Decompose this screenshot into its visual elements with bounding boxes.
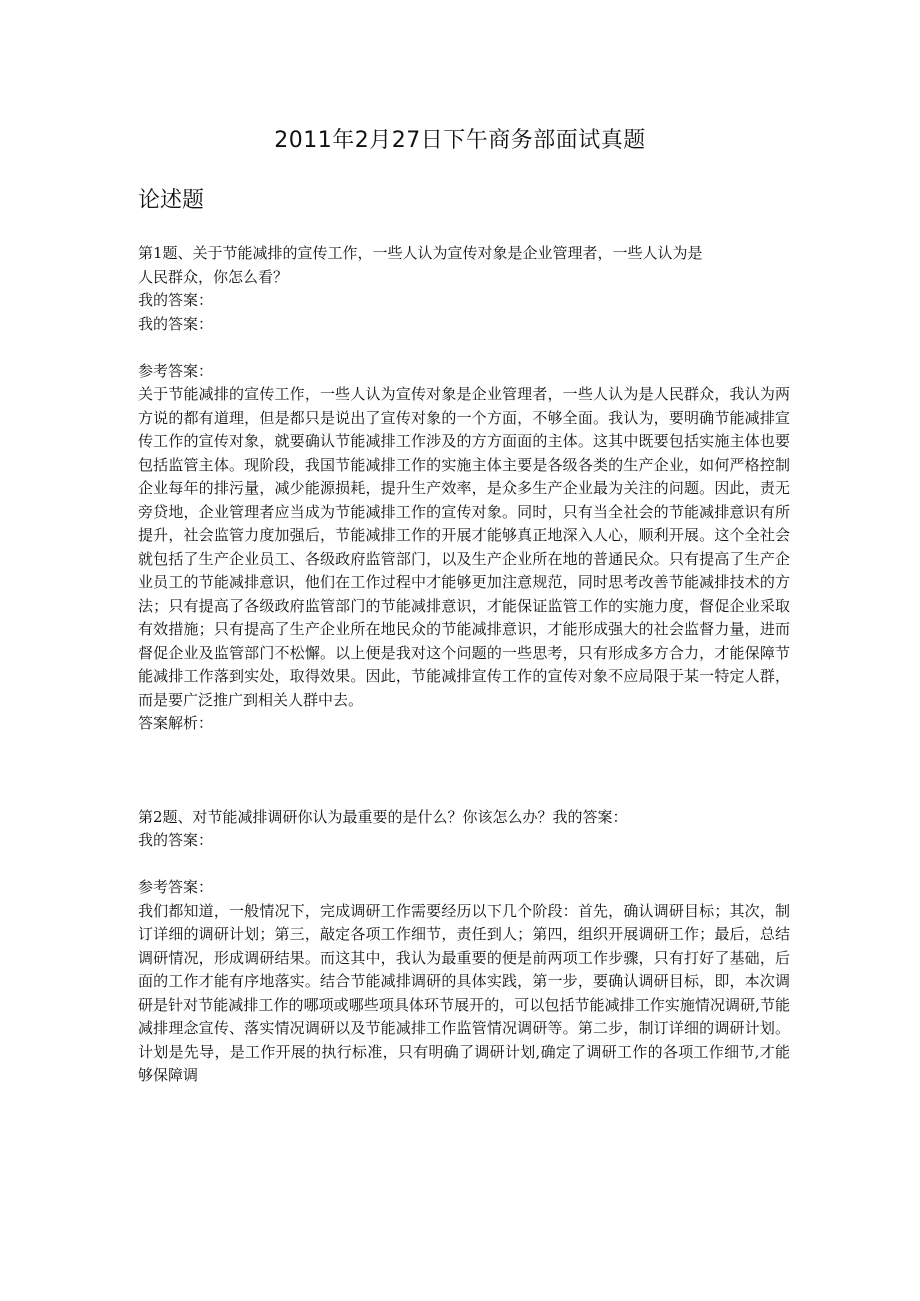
question-block-2 [138, 806, 790, 1088]
my-answer-label: 我的答案： [138, 291, 214, 309]
document-body [138, 242, 790, 1088]
question-block-1 [138, 242, 790, 736]
question-1-line-1: 第1题、关于节能减排的宣传工作，一些人认为宣传对象是企业管理者，一些人认为是 [138, 244, 703, 262]
my-answer-label: 我的答案： [138, 831, 214, 849]
answer-analysis-label: 答案解析： [138, 714, 214, 732]
reference-answer-label: 参考答案： [138, 878, 214, 896]
spacer [138, 736, 790, 806]
reference-answer-text: 关于节能减排的宣传工作，一些人认为宣传对象是企业管理者，一些人认为是人民群众，我认为两方说的都有道理，但是都只是说出了宣传对象的一个方面，不够全面。我认为，要明确节能减排宣传工作的宣传对象，就要确认节能减排工作涉及的方方面面的主体。这其中既要包括实施主体也要包括监管主体。现阶段，我国节能减排工作的实施主体主要是各级各类的生产企业，如何严格控制企业每年的排污量，减少能源损耗，提升生产效率，是众多生产企业最为关注的问题。因此，责无旁贷地，企业管理者应当成为节能减排工作的宣传对象。同时，只有当全社会的节能减排意识有所提升，社会监管力度加强后，节能减排工作的开展才能够真正地深入人心，顺利开展。这个全社会就包括了生产企业员工、各级政府监管部门，以及生产企业所在地的普通民众。只有提高了生产企业员工的节能减排意识，他们在工作过程中才能够更加注意规范，同时思考改善节能减排技术的方法；只有提高了各级政府监管部门的节能减排意识，才能保证监管工作的实施力度，督促企业采取有效措施；只有提高了生产企业所在地民众的节能减排意识，才能形成强大的社会监督力量，进而督促企业及监管部门不松懈。以上便是我对这个问题的一些思考，只有形成多方合力，才能保障节能减排工作落到实处，取得效果。因此，节能减排宣传工作的宣传对象不应局限于某一特定人群，而是要广泛推广到相关人群中去。 [138, 385, 790, 709]
reference-answer-text: 我们都知道，一般情况下，完成调研工作需要经历以下几个阶段：首先，确认调研目标；其次，制订详细的调研计划；第三，敲定各项工作细节，责任到人；第四，组织开展调研工作；最后，总结调研情况，形成调研结果。而这其中，我认为最重要的便是前两项工作步骤，只有打好了基础，后面的工作才能有序地落实。结合节能减排调研的具体实践，第一步，要确认调研目标，即，本次调研是针对节能减排工作的哪项或哪些项具体环节展开的，可以包括节能减排工作实施情况调研,节能减排理念宣传、落实情况调研以及节能减排工作监管情况调研等。第二步，制订详细的调研计划。计划是先导，是工作开展的执行标准，只有明确了调研计划,确定了调研工作的各项工作细节,才能够保障调 [138, 901, 790, 1084]
spacer [138, 336, 790, 360]
reference-answer-label: 参考答案： [138, 361, 214, 380]
spacer [138, 853, 790, 877]
my-answer-label: 我的答案： [138, 314, 214, 333]
question-1-line-2: 人民群众，你怎么看？ [138, 267, 289, 286]
document-title: 2011年2月27日下午商务部面试真题 [274, 128, 646, 153]
question-2-line-1: 第2题、对节能减排调研你认为最重要的是什么？你该怎么办？我的答案： [138, 807, 628, 826]
section-heading: 论述题 [138, 188, 205, 213]
